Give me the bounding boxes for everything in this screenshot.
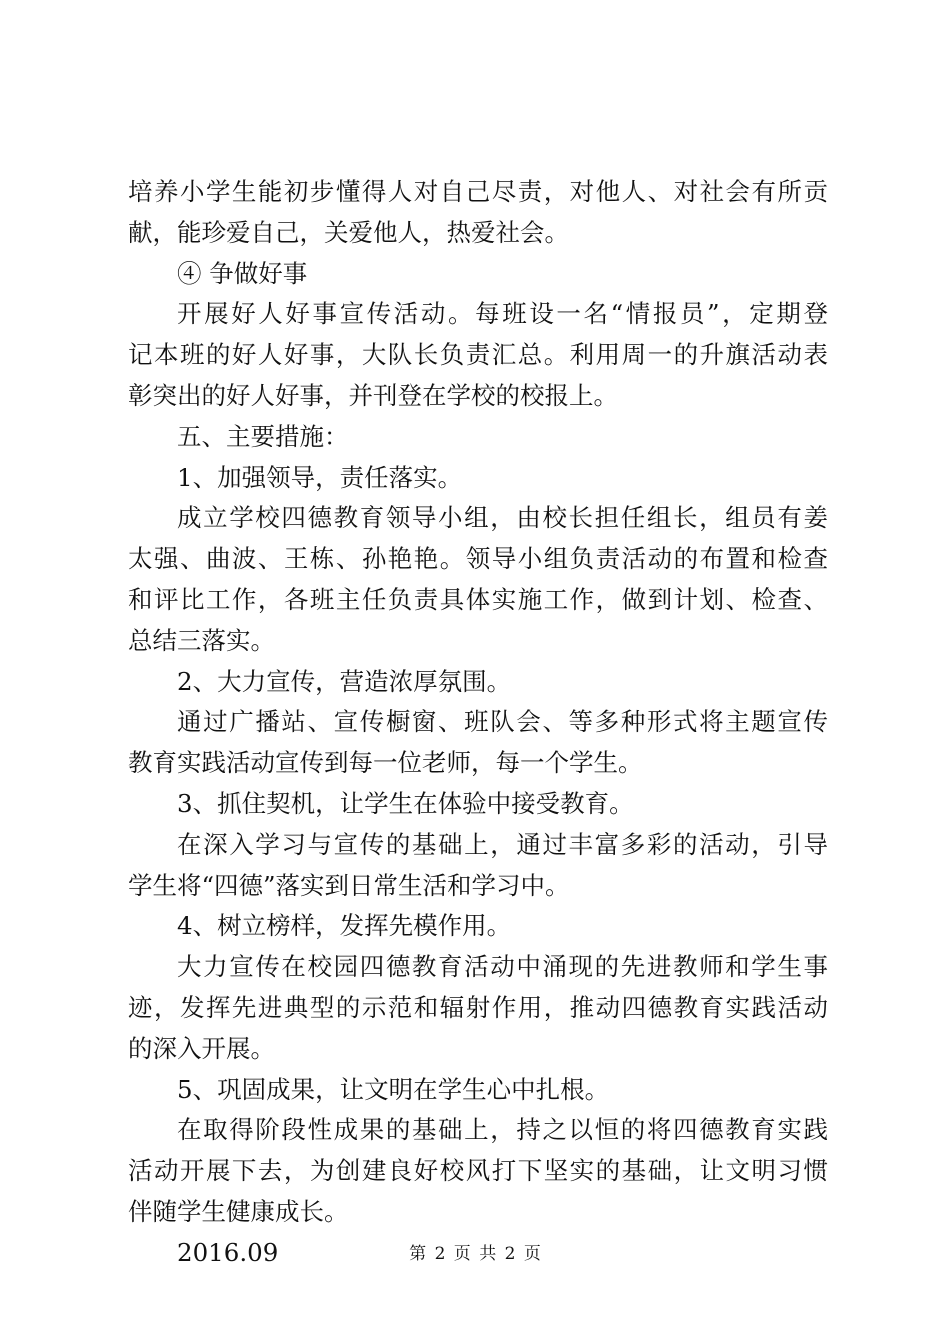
paragraph-line: 在深入学习与宣传的基础上，通过丰富多彩的活动，引导 [177,829,828,859]
paragraph-line: 的深入开展。 [128,1033,275,1063]
paragraph-line: 通过广播站、宣传橱窗、班队会、等多种形式将主题宣传 [177,707,828,737]
paragraph-line: 教育实践活动宣传到每一位老师，每一个学生。 [128,748,643,778]
subsection-heading: 1、加强领导，责任落实。 [177,462,463,492]
paragraph-line: 大力宣传在校园四德教育活动中涌现的先进教师和学生事 [177,952,828,982]
paragraph-line: 学生将“四德”落实到日常生活和学习中。 [128,870,570,900]
paragraph-line: 迹，发挥先进典型的示范和辐射作用，推动四德教育实践活动 [128,992,828,1022]
paragraph-line: 活动开展下去，为创建良好校风打下坚实的基础，让文明习惯 [128,1156,828,1186]
paragraph-line: 献，能珍爱自己，关爱他人，热爱社会。 [128,217,569,247]
subsection-heading: 4、树立榜样，发挥先模作用。 [177,911,512,941]
paragraph-line: 在取得阶段性成果的基础上，持之以恒的将四德教育实践 [177,1115,828,1145]
paragraph-line: 培养小学生能初步懂得人对自己尽责，对他人、对社会有所贡 [128,177,828,206]
subsection-heading: 2、大力宣传，营造浓厚氛围。 [177,666,512,696]
paragraph-line: 太强、曲波、王栋、孙艳艳。领导小组负责活动的布置和检查 [128,544,828,574]
document-body [128,172,828,1274]
paragraph-line: 总结三落实。 [128,625,275,655]
paragraph-line: 记本班的好人好事，大队长负责汇总。利用周一的升旗活动表 [128,340,828,370]
paragraph-line: 彰突出的好人好事，并刊登在学校的校报上。 [128,380,618,410]
subsection-heading: 3、抓住契机，让学生在体验中接受教育。 [177,788,634,818]
paragraph-line: 伴随学生健康成长。 [128,1196,349,1226]
document-date: 2016.09 [177,1237,279,1267]
section-heading: ④ 争做好事 [177,258,308,288]
paragraph-line: 成立学校四德教育领导小组，由校长担任组长，组员有姜 [177,503,828,533]
paragraph-line: 和评比工作，各班主任负责具体实施工作，做到计划、检查、 [128,584,828,614]
paragraph-line: 开展好人好事宣传活动。每班设一名“情报员”，定期登 [177,299,828,329]
subsection-heading: 5、巩固成果，让文明在学生心中扎根。 [177,1074,610,1104]
section-heading: 五、主要措施： [177,421,349,451]
page-number-footer: 第 2 页 共 2 页 [409,1244,541,1264]
